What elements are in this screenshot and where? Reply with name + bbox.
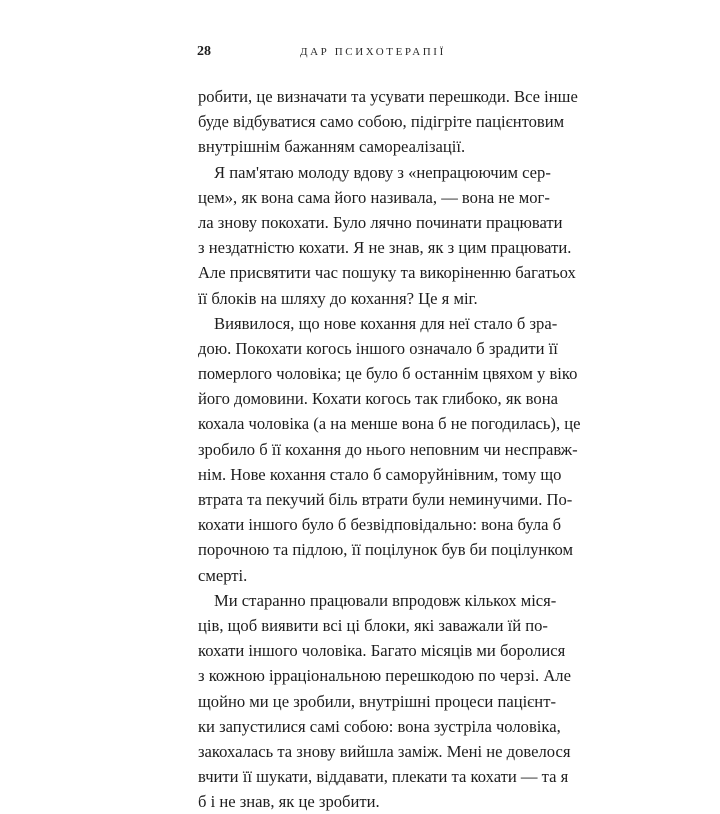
text-line: Я пам'ятаю молоду вдову з «непрацюючим сер- bbox=[214, 162, 551, 182]
text-line: його домовини. Кохати когось так глибоко, як вона bbox=[198, 389, 558, 409]
text-line: смерті. bbox=[198, 565, 248, 585]
text-line: закохалась та знову вийшла заміж. Мені не довелося bbox=[198, 741, 571, 761]
text-line: буде відбуватися само собою, підігріте пацієнтовим bbox=[198, 112, 565, 132]
body-text bbox=[198, 84, 581, 814]
text-line: ла знову покохати. Було лячно починати працювати bbox=[198, 212, 563, 232]
text-line: з кожною ірраціональною перешкодою по черзі. Але bbox=[198, 666, 571, 686]
text-line: з нездатністю кохати. Я не знав, як з цим працювати. bbox=[198, 238, 572, 258]
page-header bbox=[0, 44, 720, 64]
text-line: внутрішнім бажанням самореалізації. bbox=[198, 137, 466, 157]
text-line: порочною та підлою, її поцілунок був би поцілунком bbox=[198, 540, 573, 560]
text-line: Ми старанно працювали впродовж кількох міся- bbox=[214, 590, 557, 610]
page-number: 28 bbox=[197, 44, 211, 59]
text-line: щойно ми це зробили, внутрішні процеси пацієнт- bbox=[198, 691, 556, 711]
text-line: цем», як вона сама його називала, — вона не мог- bbox=[198, 187, 550, 207]
text-line: робити, це визначати та усувати перешкоди. Все інше bbox=[198, 87, 578, 106]
text-line: ки запустилися самі собою: вона зустріла чоловіка, bbox=[198, 716, 561, 736]
text-line: Виявилося, що нове кохання для неї стало б зра- bbox=[214, 313, 558, 333]
text-line: вчити її шукати, віддавати, плекати та кохати — та я bbox=[198, 767, 569, 787]
text-line: ців, щоб виявити всі ці блоки, які заважали їй по- bbox=[198, 615, 548, 635]
text-line: померлого чоловіка; це було б останнім цвяхом у віко bbox=[198, 364, 578, 384]
text-line: втрата та пекучий біль втрати були неминучими. По- bbox=[198, 490, 573, 509]
text-line: зробило б її кохання до нього неповним чи несправж- bbox=[198, 439, 578, 459]
text-line: дою. Покохати когось іншого означало б зрадити її bbox=[198, 338, 558, 358]
text-line: кохати іншого чоловіка. Багато місяців ми боролися bbox=[198, 641, 566, 661]
text-line: б і не знав, як це зробити. bbox=[198, 792, 380, 812]
text-line: кохала чоловіка (а на менше вона б не погодилась), це bbox=[198, 414, 581, 434]
text-line: Але присвятити час пошуку та викоріненню багатьох bbox=[198, 263, 576, 283]
text-line: її блоків на шляху до кохання? Це я міг. bbox=[198, 288, 478, 308]
text-line: кохати іншого було б безвідповідально: вона була б bbox=[198, 515, 562, 535]
text-line: нім. Нове кохання стало б саморуйнівним, тому що bbox=[198, 464, 562, 484]
running-title: ДАР ПСИХОТЕРАПІЇ bbox=[300, 46, 446, 58]
